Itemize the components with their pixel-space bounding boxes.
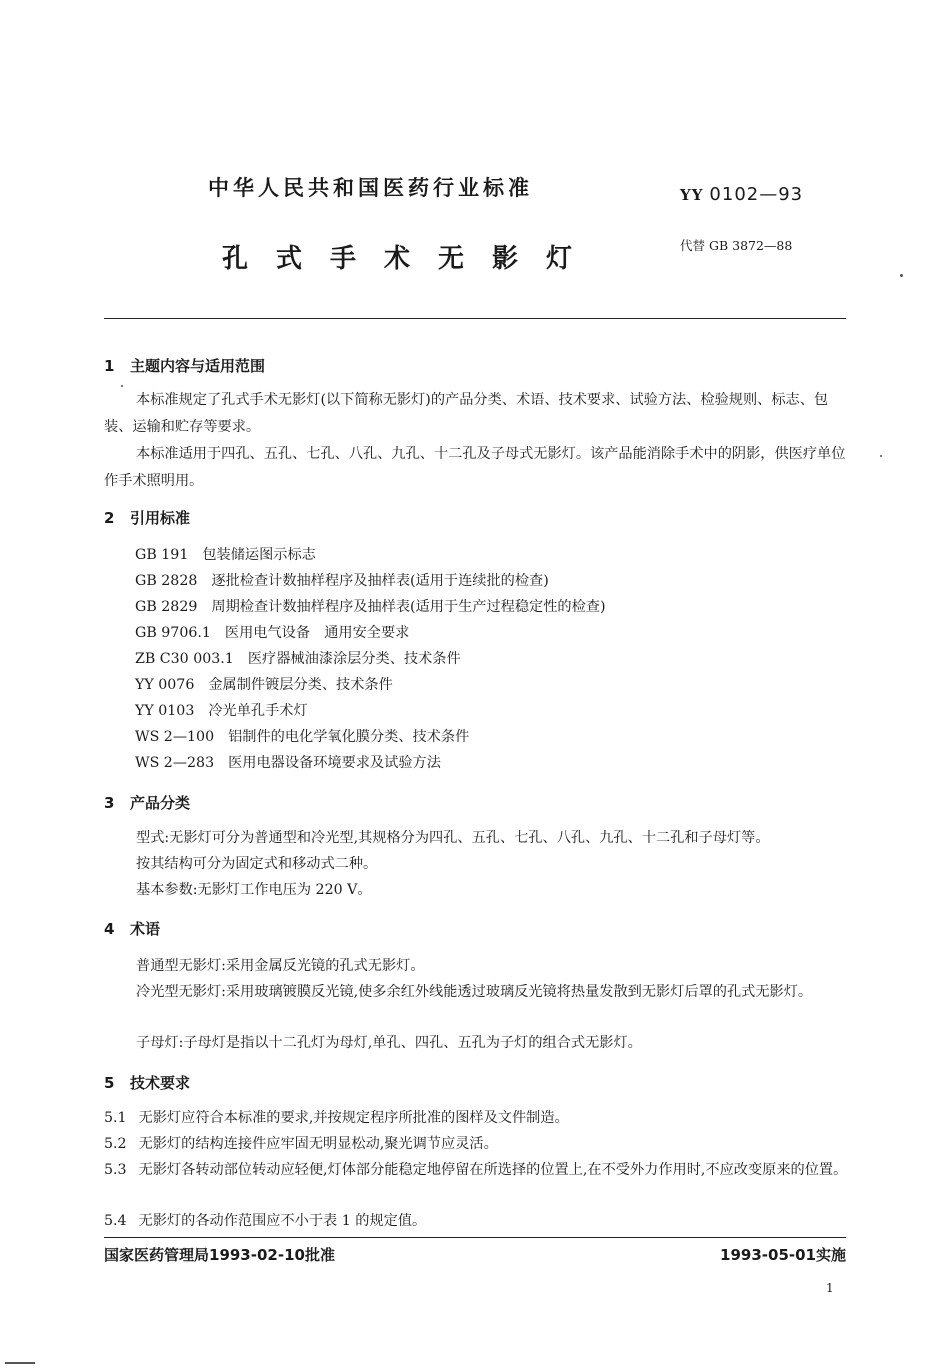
standard-number xyxy=(680,184,803,205)
reference-text: 周期检查计数抽样程序及抽样表(适用于生产过程稳定性的检查) xyxy=(211,599,606,615)
section-4-heading xyxy=(104,918,160,939)
clause-text: 无影灯的结构连接件应牢固无明显松动,聚光调节应灵活。 xyxy=(138,1136,498,1152)
reference-item xyxy=(135,726,469,746)
section-3-paragraph-3: 基本参数:无影灯工作电压为 220 V。 xyxy=(136,882,372,898)
reference-text: 逐批检查计数抽样程序及抽样表(适用于连续批的检查) xyxy=(211,573,549,589)
reference-item xyxy=(135,544,316,564)
header-divider xyxy=(104,318,846,319)
reference-item xyxy=(135,700,308,720)
reference-item xyxy=(135,596,606,616)
section-3-paragraph-2: 按其结构可分为固定式和移动式二种。 xyxy=(136,856,378,872)
document-title: 孔式手术无影灯 xyxy=(222,244,601,274)
clause-text: 无影灯应符合本标准的要求,并按规定程序所批准的图样及文件制造。 xyxy=(138,1110,569,1126)
scan-speck xyxy=(121,385,123,387)
clause-number: 5.2 xyxy=(104,1136,127,1152)
section-number: 1 xyxy=(104,357,115,375)
reference-item xyxy=(135,648,461,668)
effective-date: 1993-05-01实施 xyxy=(720,1246,846,1264)
reference-code: GB 2829 xyxy=(135,599,198,615)
section-1-heading xyxy=(104,355,265,376)
reference-item xyxy=(135,674,393,694)
reference-code: YY 0103 xyxy=(135,703,195,719)
clause-item xyxy=(104,1131,848,1158)
section-4-paragraph-1: 普通型无影灯:采用金属反光镜的孔式无影灯。 xyxy=(136,958,425,974)
approval-note: 国家医药管理局1993-02-10批准 xyxy=(104,1246,335,1264)
standard-number-value: 0102—93 xyxy=(709,184,804,205)
section-title: 术语 xyxy=(130,920,161,938)
reference-text: 金属制件镀层分类、技术条件 xyxy=(208,677,393,693)
reference-text: 冷光单孔手术灯 xyxy=(208,703,308,719)
standard-code: YY xyxy=(680,186,704,204)
clause-text: 无影灯各转动部位转动应轻便,灯体部分能稳定地停留在所选择的位置上,在不受外力作用时,不应改变原来的位置。 xyxy=(138,1162,848,1178)
page-number: 1 xyxy=(826,1281,834,1295)
reference-text: 包装储运图示标志 xyxy=(202,547,316,563)
reference-code: GB 9706.1 xyxy=(135,625,211,641)
section-number: 2 xyxy=(104,509,115,527)
scan-speck xyxy=(5,1362,35,1364)
section-number: 4 xyxy=(104,920,115,938)
section-title: 主题内容与适用范围 xyxy=(130,357,266,375)
reference-text: 医用电气设备 通用安全要求 xyxy=(224,625,410,641)
section-3-heading xyxy=(104,792,190,813)
section-2-heading xyxy=(104,507,190,528)
section-title: 引用标准 xyxy=(130,509,191,527)
clause-number: 5.1 xyxy=(104,1110,127,1126)
reference-code: YY 0076 xyxy=(135,677,195,693)
section-5-heading xyxy=(104,1072,190,1093)
section-number: 5 xyxy=(104,1074,115,1092)
clause-text: 无影灯的各动作范围应不小于表 1 的规定值。 xyxy=(138,1213,427,1229)
section-1-paragraph-2: 本标准适用于四孔、五孔、七孔、八孔、九孔、十二孔及子母式无影灯。该产品能消除手术中的阴影，供医疗单位作手术照明用。 xyxy=(104,446,846,489)
reference-code: GB 2828 xyxy=(135,573,198,589)
clause-item xyxy=(104,1157,848,1184)
section-title: 产品分类 xyxy=(130,794,191,812)
scan-speck xyxy=(900,274,903,277)
reference-item xyxy=(135,570,549,590)
clause-item xyxy=(104,1105,848,1132)
reference-text: 医用电器设备环境要求及试验方法 xyxy=(228,755,441,771)
reference-code: ZB C30 003.1 xyxy=(135,651,234,667)
section-4-paragraph-2: 冷光型无影灯:采用玻璃镀膜反光镜,使多余红外线能透过玻璃反光镜将热量发散到无影灯后罩的孔式无影灯。 xyxy=(136,984,813,1000)
reference-text: 铝制件的电化学氧化膜分类、技术条件 xyxy=(228,729,470,745)
org-title: 中华人民共和国医药行业标准 xyxy=(208,176,533,200)
section-1-paragraph-1: 本标准规定了孔式手术无影灯(以下简称无影灯)的产品分类、术语、技术要求、试验方法、检验规则、标志、包装、运输和贮存等要求。 xyxy=(104,392,829,435)
reference-code: WS 2—283 xyxy=(135,755,215,771)
section-number: 3 xyxy=(104,794,115,812)
section-4-paragraph-3: 子母灯:子母灯是指以十二孔灯为母灯,单孔、四孔、五孔为子灯的组合式无影灯。 xyxy=(136,1035,642,1051)
reference-item xyxy=(135,622,409,642)
reference-code: WS 2—100 xyxy=(135,729,215,745)
reference-text: 医疗器械油漆涂层分类、技术条件 xyxy=(247,651,461,667)
scan-speck xyxy=(880,455,882,457)
footer-divider xyxy=(104,1237,846,1238)
clause-item xyxy=(104,1208,848,1235)
reference-item xyxy=(135,752,441,772)
section-3-paragraph-1: 型式:无影灯可分为普通型和冷光型,其规格分为四孔、五孔、七孔、八孔、九孔、十二孔和子母灯等。 xyxy=(136,830,770,846)
section-title: 技术要求 xyxy=(130,1074,191,1092)
clause-number: 5.3 xyxy=(104,1162,127,1178)
reference-code: GB 191 xyxy=(135,547,189,563)
replaces-note: 代替 GB 3872—88 xyxy=(680,238,793,253)
clause-number: 5.4 xyxy=(104,1213,127,1229)
